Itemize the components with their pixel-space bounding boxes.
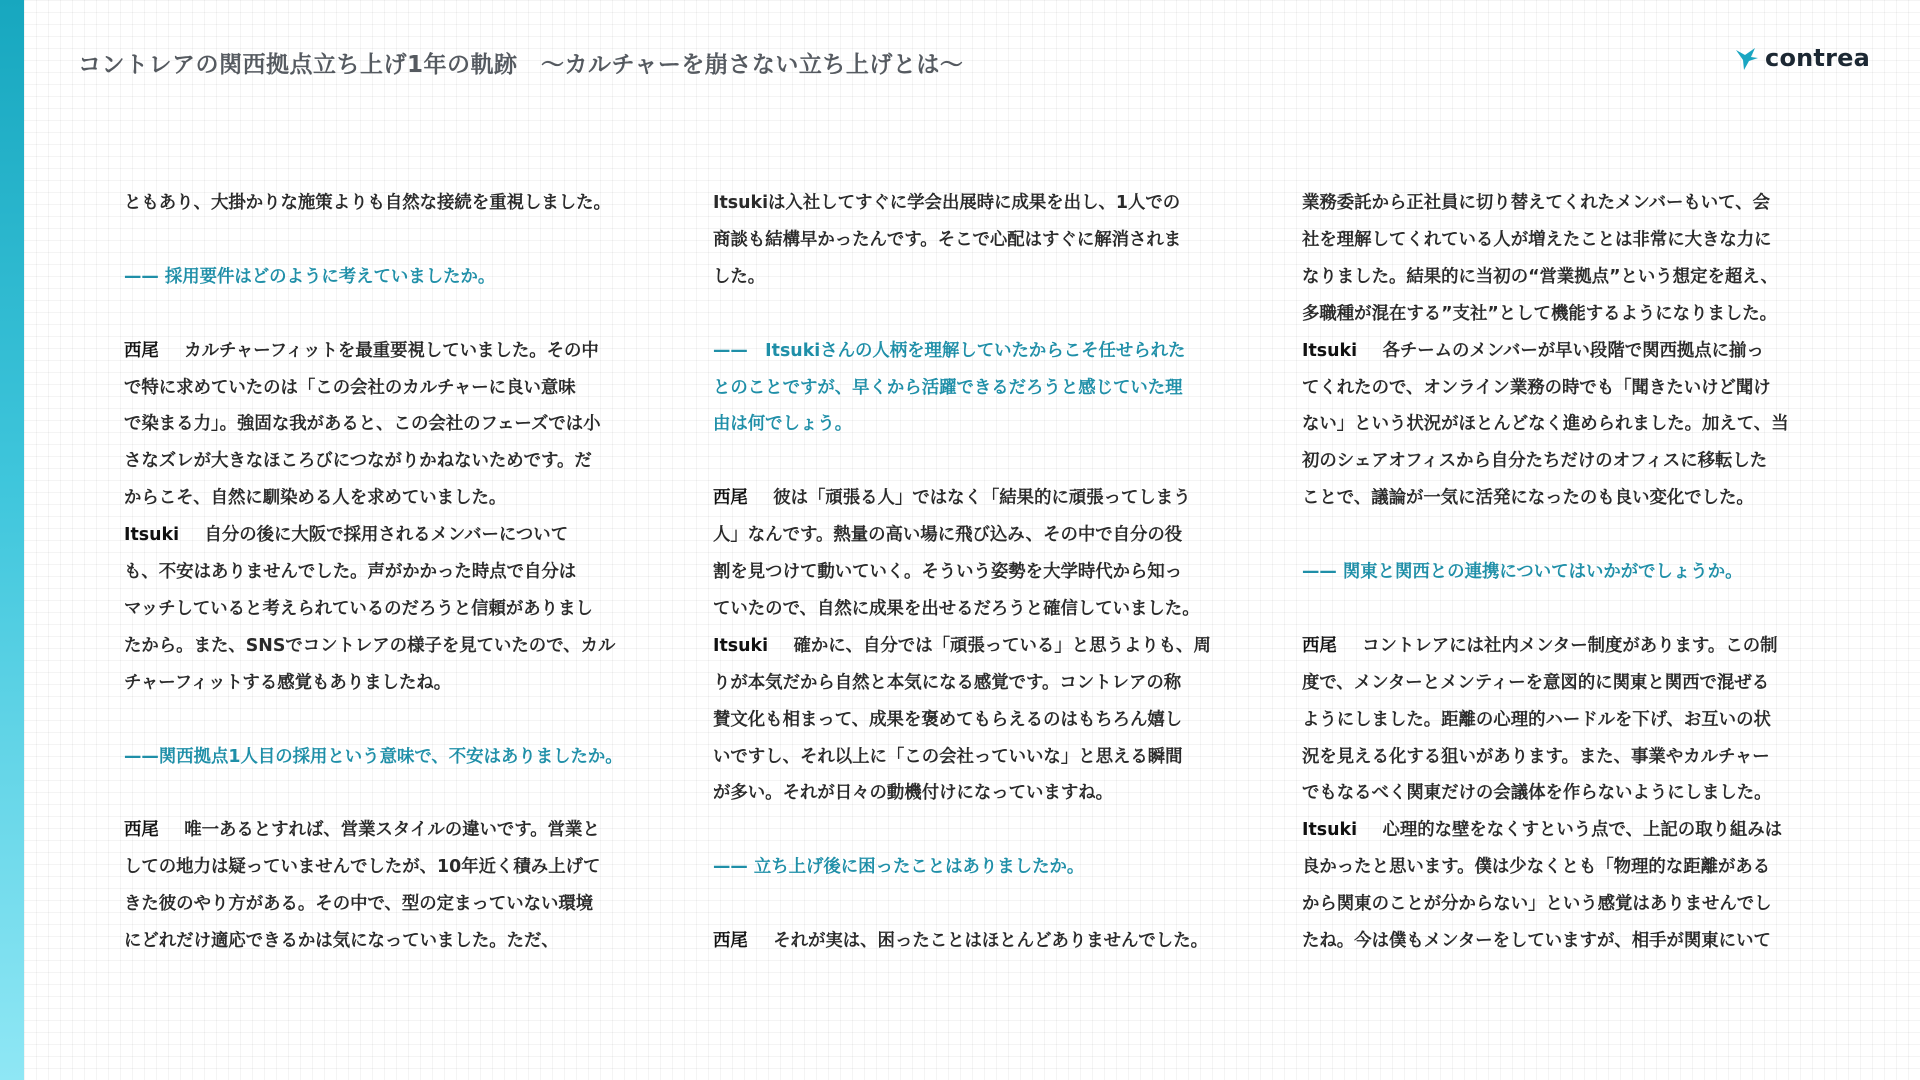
speaker-name: 西尾 — [713, 488, 748, 509]
line-text: てくれたので、オンライン業務の時でも「聞きたいけど聞け — [1302, 377, 1771, 398]
paragraph-line — [713, 222, 1243, 259]
article-columns — [124, 185, 1832, 960]
line-text: した。 — [713, 266, 766, 287]
line-text: —— Itsukiさんの人柄を理解していたからこそ任せられた — [713, 340, 1186, 361]
paragraph-line — [1302, 812, 1832, 849]
line-text: にどれだけ適応できるかは気になっていました。ただ、 — [124, 931, 559, 952]
line-text: 由は何でしょう。 — [713, 414, 853, 435]
paragraph-gap — [713, 296, 1243, 333]
line-text: マッチしていると考えられているのだろうと信頼がありまし — [124, 598, 593, 619]
line-text: 度で、メンターとメンティーを意図的に関東と関西で混ぜる — [1302, 672, 1770, 693]
paragraph-line — [1302, 665, 1832, 702]
line-text: 賛文化も相まって、成果を褒めてもらえるのはもちろん嬉し — [713, 709, 1183, 730]
line-text: から関東のことが分からない」という感覚はありませんでし — [1302, 894, 1772, 915]
paragraph-line — [713, 554, 1243, 591]
paragraph-line — [124, 591, 654, 628]
line-text: 社を理解してくれている人が増えたことは非常に大きな力に — [1302, 229, 1772, 250]
paragraph-line — [1302, 443, 1832, 480]
logo — [1733, 42, 1870, 74]
paragraph-line — [1302, 739, 1832, 776]
paragraph-line — [124, 923, 654, 960]
line-text: —— 採用要件はどのように考えていましたか。 — [124, 266, 496, 287]
paragraph-line — [1302, 480, 1832, 517]
paragraph-line — [1302, 406, 1832, 443]
paragraph-gap — [124, 222, 654, 259]
line-text: カルチャーフィットを最重要視していました。その中 — [184, 340, 599, 361]
question-line — [713, 406, 1243, 443]
page-title: コントレアの関西拠点立ち上げ1年の軌跡 〜カルチャーを崩さない立ち上げとは〜 — [78, 52, 964, 78]
line-text: 況を見える化する狙いがあります。また、事業やカルチャー — [1302, 746, 1770, 767]
paragraph-line — [713, 702, 1243, 739]
line-text: 各チームのメンバーが早い段階で関西拠点に揃っ — [1382, 340, 1764, 361]
line-text: 人」なんです。熱量の高い場に飛び込み、その中で自分の役 — [713, 525, 1183, 546]
line-text: 良かったと思います。僕は少なくとも「物理的な距離がある — [1302, 857, 1771, 878]
paragraph-line — [1302, 259, 1832, 296]
line-text: さなズレが大きなほころびにつながりかねないためです。だ — [124, 451, 592, 472]
paragraph-gap — [1302, 591, 1832, 628]
logo-text: contrea — [1765, 44, 1870, 72]
paragraph-line — [124, 517, 654, 554]
line-text: 心理的な壁をなくすという点で、上記の取り組みは — [1382, 820, 1783, 841]
paragraph-gap — [713, 443, 1243, 480]
paragraph-line — [713, 480, 1243, 517]
question-line — [1302, 554, 1832, 591]
speaker-name: 西尾 — [124, 820, 159, 841]
paragraph-line — [713, 923, 1243, 960]
article-column-2 — [713, 185, 1243, 960]
line-text: 商談も結構早かったんです。そこで心配はすぐに解消されま — [713, 229, 1182, 250]
line-text: 業務委託から正社員に切り替えてくれたメンバーもいて、会 — [1302, 193, 1770, 213]
paragraph-line — [1302, 222, 1832, 259]
line-text: なりました。結果的に当初の“営業拠点”という想定を超え、 — [1302, 266, 1779, 287]
paragraph-line — [713, 775, 1243, 812]
paragraph-gap — [124, 702, 654, 739]
line-text: ことで、議論が一気に活発になったのも良い変化でした。 — [1302, 488, 1754, 509]
line-text: 割を見つけて動いていく。そういう姿勢を大学時代から知っ — [713, 562, 1183, 583]
paragraph-line — [1302, 370, 1832, 407]
paragraph-line — [124, 333, 654, 370]
paragraph-line — [124, 554, 654, 591]
paragraph-line — [124, 406, 654, 443]
line-text: からこそ、自然に馴染める人を求めていました。 — [124, 488, 507, 509]
line-text: 初のシェアオフィスから自分たちだけのオフィスに移転した — [1302, 451, 1768, 472]
speaker-name: Itsuki — [1302, 340, 1358, 361]
speaker-name: Itsuki — [713, 635, 769, 656]
paragraph-line — [124, 443, 654, 480]
line-text: 唯一あるとすれば、営業スタイルの違いです。営業と — [184, 820, 600, 841]
line-text: も、不安はありませんでした。声がかかった時点で自分は — [124, 562, 577, 583]
paragraph-line — [713, 185, 1243, 222]
paragraph-line — [713, 517, 1243, 554]
line-text: で染まる力」。強固な我があると、この会社のフェーズでは小 — [124, 414, 601, 435]
line-text: でもなるべく関東だけの会議体を作らないようにしました。 — [1302, 783, 1772, 804]
line-text: きた彼のやり方がある。その中で、型の定まっていない環境 — [124, 894, 594, 915]
line-text: 多職種が混在する”支社”として機能するようになりました。 — [1302, 303, 1778, 324]
paragraph-gap — [713, 812, 1243, 849]
paragraph-line — [124, 370, 654, 407]
paragraph-line — [713, 628, 1243, 665]
paragraph-line — [124, 185, 654, 222]
line-text: ともあり、大掛かりな施策よりも自然な接続を重視しました。 — [124, 193, 611, 213]
paragraph-line — [1302, 628, 1832, 665]
line-text: いですし、それ以上に「この会社っていいな」と思える瞬間 — [713, 746, 1183, 767]
line-text: 彼は「頑張る人」ではなく「結果的に頑張ってしまう — [773, 488, 1191, 509]
paragraph-line — [1302, 296, 1832, 333]
paragraph-line — [1302, 923, 1832, 960]
line-text: 確かに、自分では「頑張っている」と思うよりも、周 — [793, 635, 1211, 656]
line-text: ていたので、自然に成果を出せるだろうと確信していました。 — [713, 598, 1200, 619]
line-text: —— 立ち上げ後に困ったことはありましたか。 — [713, 857, 1085, 878]
paragraph-line — [713, 259, 1243, 296]
paragraph-line — [1302, 185, 1832, 222]
speaker-name: 西尾 — [1302, 635, 1337, 656]
bird-icon — [1733, 44, 1761, 72]
question-line — [124, 739, 654, 776]
paragraph-line — [1302, 775, 1832, 812]
article-column-3 — [1302, 185, 1832, 960]
line-text: とのことですが、早くから活躍できるだろうと感じていた理 — [713, 377, 1183, 398]
speaker-name: 西尾 — [713, 931, 748, 952]
question-line — [124, 259, 654, 296]
line-text: が多い。それが日々の動機付けになっていますね。 — [713, 783, 1113, 804]
line-text: で特に求めていたのは「この会社のカルチャーに良い意味 — [124, 377, 576, 398]
paragraph-line — [124, 628, 654, 665]
speaker-name: 西尾 — [124, 340, 159, 361]
line-text: それが実は、困ったことはほとんどありませんでした。 — [773, 931, 1208, 952]
paragraph-line — [713, 591, 1243, 628]
line-text: コントレアには社内メンター制度があります。この制 — [1362, 635, 1778, 656]
paragraph-line — [1302, 702, 1832, 739]
paragraph-line — [124, 812, 654, 849]
line-text: チャーフィットする感覚もありましたね。 — [124, 672, 452, 693]
paragraph-gap — [124, 775, 654, 812]
paragraph-line — [1302, 849, 1832, 886]
paragraph-line — [1302, 886, 1832, 923]
line-text: たから。また、SNSでコントレアの様子を見ていたので、カル — [124, 635, 616, 656]
paragraph-gap — [713, 886, 1243, 923]
line-text: たね。今は僕もメンターをしていますが、相手が関東にいて — [1302, 931, 1771, 952]
line-text: しての地力は疑っていませんでしたが、10年近く積み上げて — [124, 857, 601, 878]
paragraph-gap — [1302, 517, 1832, 554]
question-line — [713, 370, 1243, 407]
article-column-1 — [124, 185, 654, 960]
line-text: ——関西拠点1人目の採用という意味で、不安はありましたか。 — [124, 746, 623, 767]
paragraph-line — [124, 480, 654, 517]
line-text: りが本気だから自然と本気になる感覚です。コントレアの称 — [713, 672, 1182, 693]
question-line — [713, 333, 1243, 370]
speaker-name: Itsuki — [124, 525, 180, 546]
paragraph-line — [713, 739, 1243, 776]
paragraph-line — [713, 665, 1243, 702]
accent-bar — [0, 0, 24, 1080]
paragraph-line — [124, 665, 654, 702]
line-text: ようにしました。距離の心理的ハードルを下げ、お互いの状 — [1302, 709, 1771, 730]
paragraph-gap — [124, 296, 654, 333]
paragraph-line — [1302, 333, 1832, 370]
line-text: —— 関東と関西との連携についてはいかがでしょうか。 — [1302, 562, 1743, 583]
line-text: 自分の後に大阪で採用されるメンバーについて — [204, 525, 569, 546]
paragraph-line — [124, 849, 654, 886]
question-line — [713, 849, 1243, 886]
line-text: Itsukiは入社してすぐに学会出展時に成果を出し、1人での — [713, 193, 1181, 213]
line-text: ない」という状況がほとんどなく進められました。加えて、当 — [1302, 414, 1789, 435]
paragraph-line — [124, 886, 654, 923]
speaker-name: Itsuki — [1302, 820, 1358, 841]
